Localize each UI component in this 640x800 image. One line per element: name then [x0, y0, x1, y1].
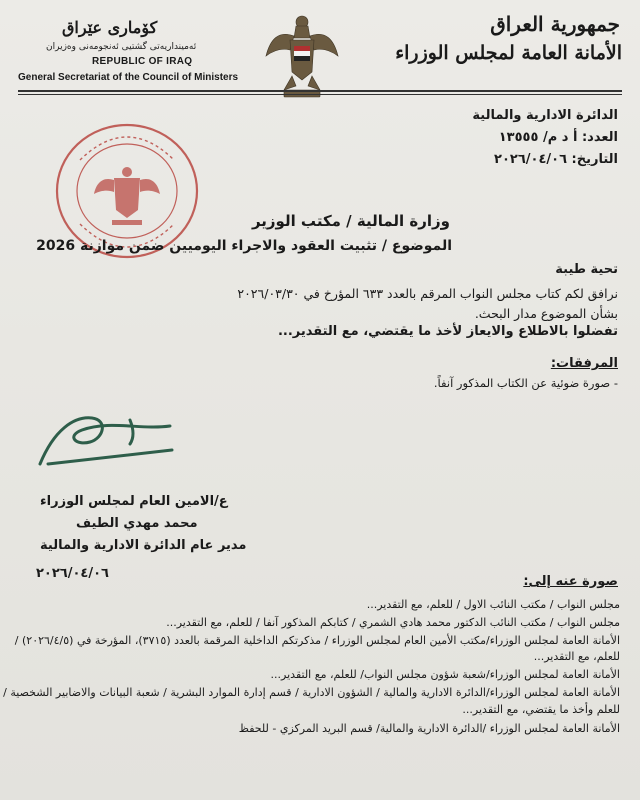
- cc-line: مجلس النواب / مكتب النائب الدكتور محمد هادي الشمري / كتابكم المذكور آنفا / للعلم، مع التقدير...: [166, 616, 620, 629]
- cc-label: صورة عنه إلى:: [523, 574, 618, 589]
- signatory-position: مدير عام الدائرة الادارية والمالية: [40, 538, 247, 553]
- kurdish-subtitle: ئه‌مینداریه‌تی گشتیی ئه‌نجومه‌نی وه‌زیران: [46, 42, 197, 52]
- letter-date: التاريخ: ٢٠٢٦/٠٤/٠٦: [494, 152, 618, 167]
- department-label: الدائرة الادارية والمالية: [472, 108, 618, 123]
- attachments-label: المرفقات:: [550, 356, 618, 371]
- greeting: تحية طيبة: [555, 262, 618, 277]
- attachment-item: - صورة ضوئية عن الكتاب المذكور آنفاً.: [433, 376, 618, 390]
- kurdish-title: کۆماری عێراق: [62, 18, 158, 37]
- signatory-title: ع/الامين العام لمجلس الوزراء: [40, 494, 228, 509]
- cc-line: للعلم، مع التقدير...: [533, 650, 620, 663]
- header-divider: [18, 90, 622, 92]
- subject-line: الموضوع / تثبيت العقود والاجراء اليوميين ضمن موازنة 2026: [36, 238, 452, 254]
- arabic-title: جمهورية العراق: [490, 12, 620, 36]
- english-title: REPUBLIC OF IRAQ: [92, 56, 193, 67]
- signatory-name: محمد مهدي الطيف: [76, 516, 198, 531]
- handwritten-signature-icon: [30, 400, 180, 476]
- body-text-line-2: بشأن الموضوع مدار البحث.: [474, 306, 618, 321]
- cc-line: للعلم وأخذ ما يقتضي، مع التقدير...: [462, 703, 620, 716]
- cc-line: الأمانة العامة لمجلس الوزراء/شعبة شؤون مجلس النواب/ للعلم، مع التقدير...: [270, 668, 620, 681]
- addressee: وزارة المالية / مكتب الوزير: [251, 212, 450, 230]
- reference-number: العدد: أ د م/ ١٣٥٥٥: [498, 130, 618, 145]
- header-divider-thin: [18, 94, 622, 95]
- cc-line: الأمانة العامة لمجلس الوزراء/الدائرة الادارية والمالية / الشؤون الادارية / قسم إدارة الموارد البشرية / شعبة البيانات والاضابير الشخصية /: [3, 686, 620, 699]
- closing-line: تفضلوا بالاطلاع والايعاز لأخذ ما يقتضي، مع التقدير...: [277, 324, 618, 339]
- cc-line: الأمانة العامة لمجلس الوزراء/مكتب الأمين العام لمجلس الوزراء / مذكرتكم الداخلية المرقمة بالعدد (٣٧١٥)، المؤرخة في (٢٠٢٦/٤/٥) /: [14, 634, 620, 647]
- body-text-line-1: نرافق لكم كتاب مجلس النواب المرقم بالعدد ٦٣٣ المؤرخ في ٢٠٢٦/٠٣/٣٠: [237, 286, 618, 301]
- arabic-subtitle: الأمانة العامة لمجلس الوزراء: [395, 42, 622, 64]
- cc-line: الأمانة العامة لمجلس الوزراء /الدائرة الادارية والمالية/ قسم البريد المركزي - للحفظ: [238, 722, 620, 735]
- cc-line: مجلس النواب / مكتب النائب الاول / للعلم، مع التقدير...: [366, 598, 620, 611]
- english-subtitle: General Secretariat of the Council of Ministers: [18, 72, 239, 83]
- signature-date: ٢٠٢٦/٠٤/٠٦: [36, 566, 109, 581]
